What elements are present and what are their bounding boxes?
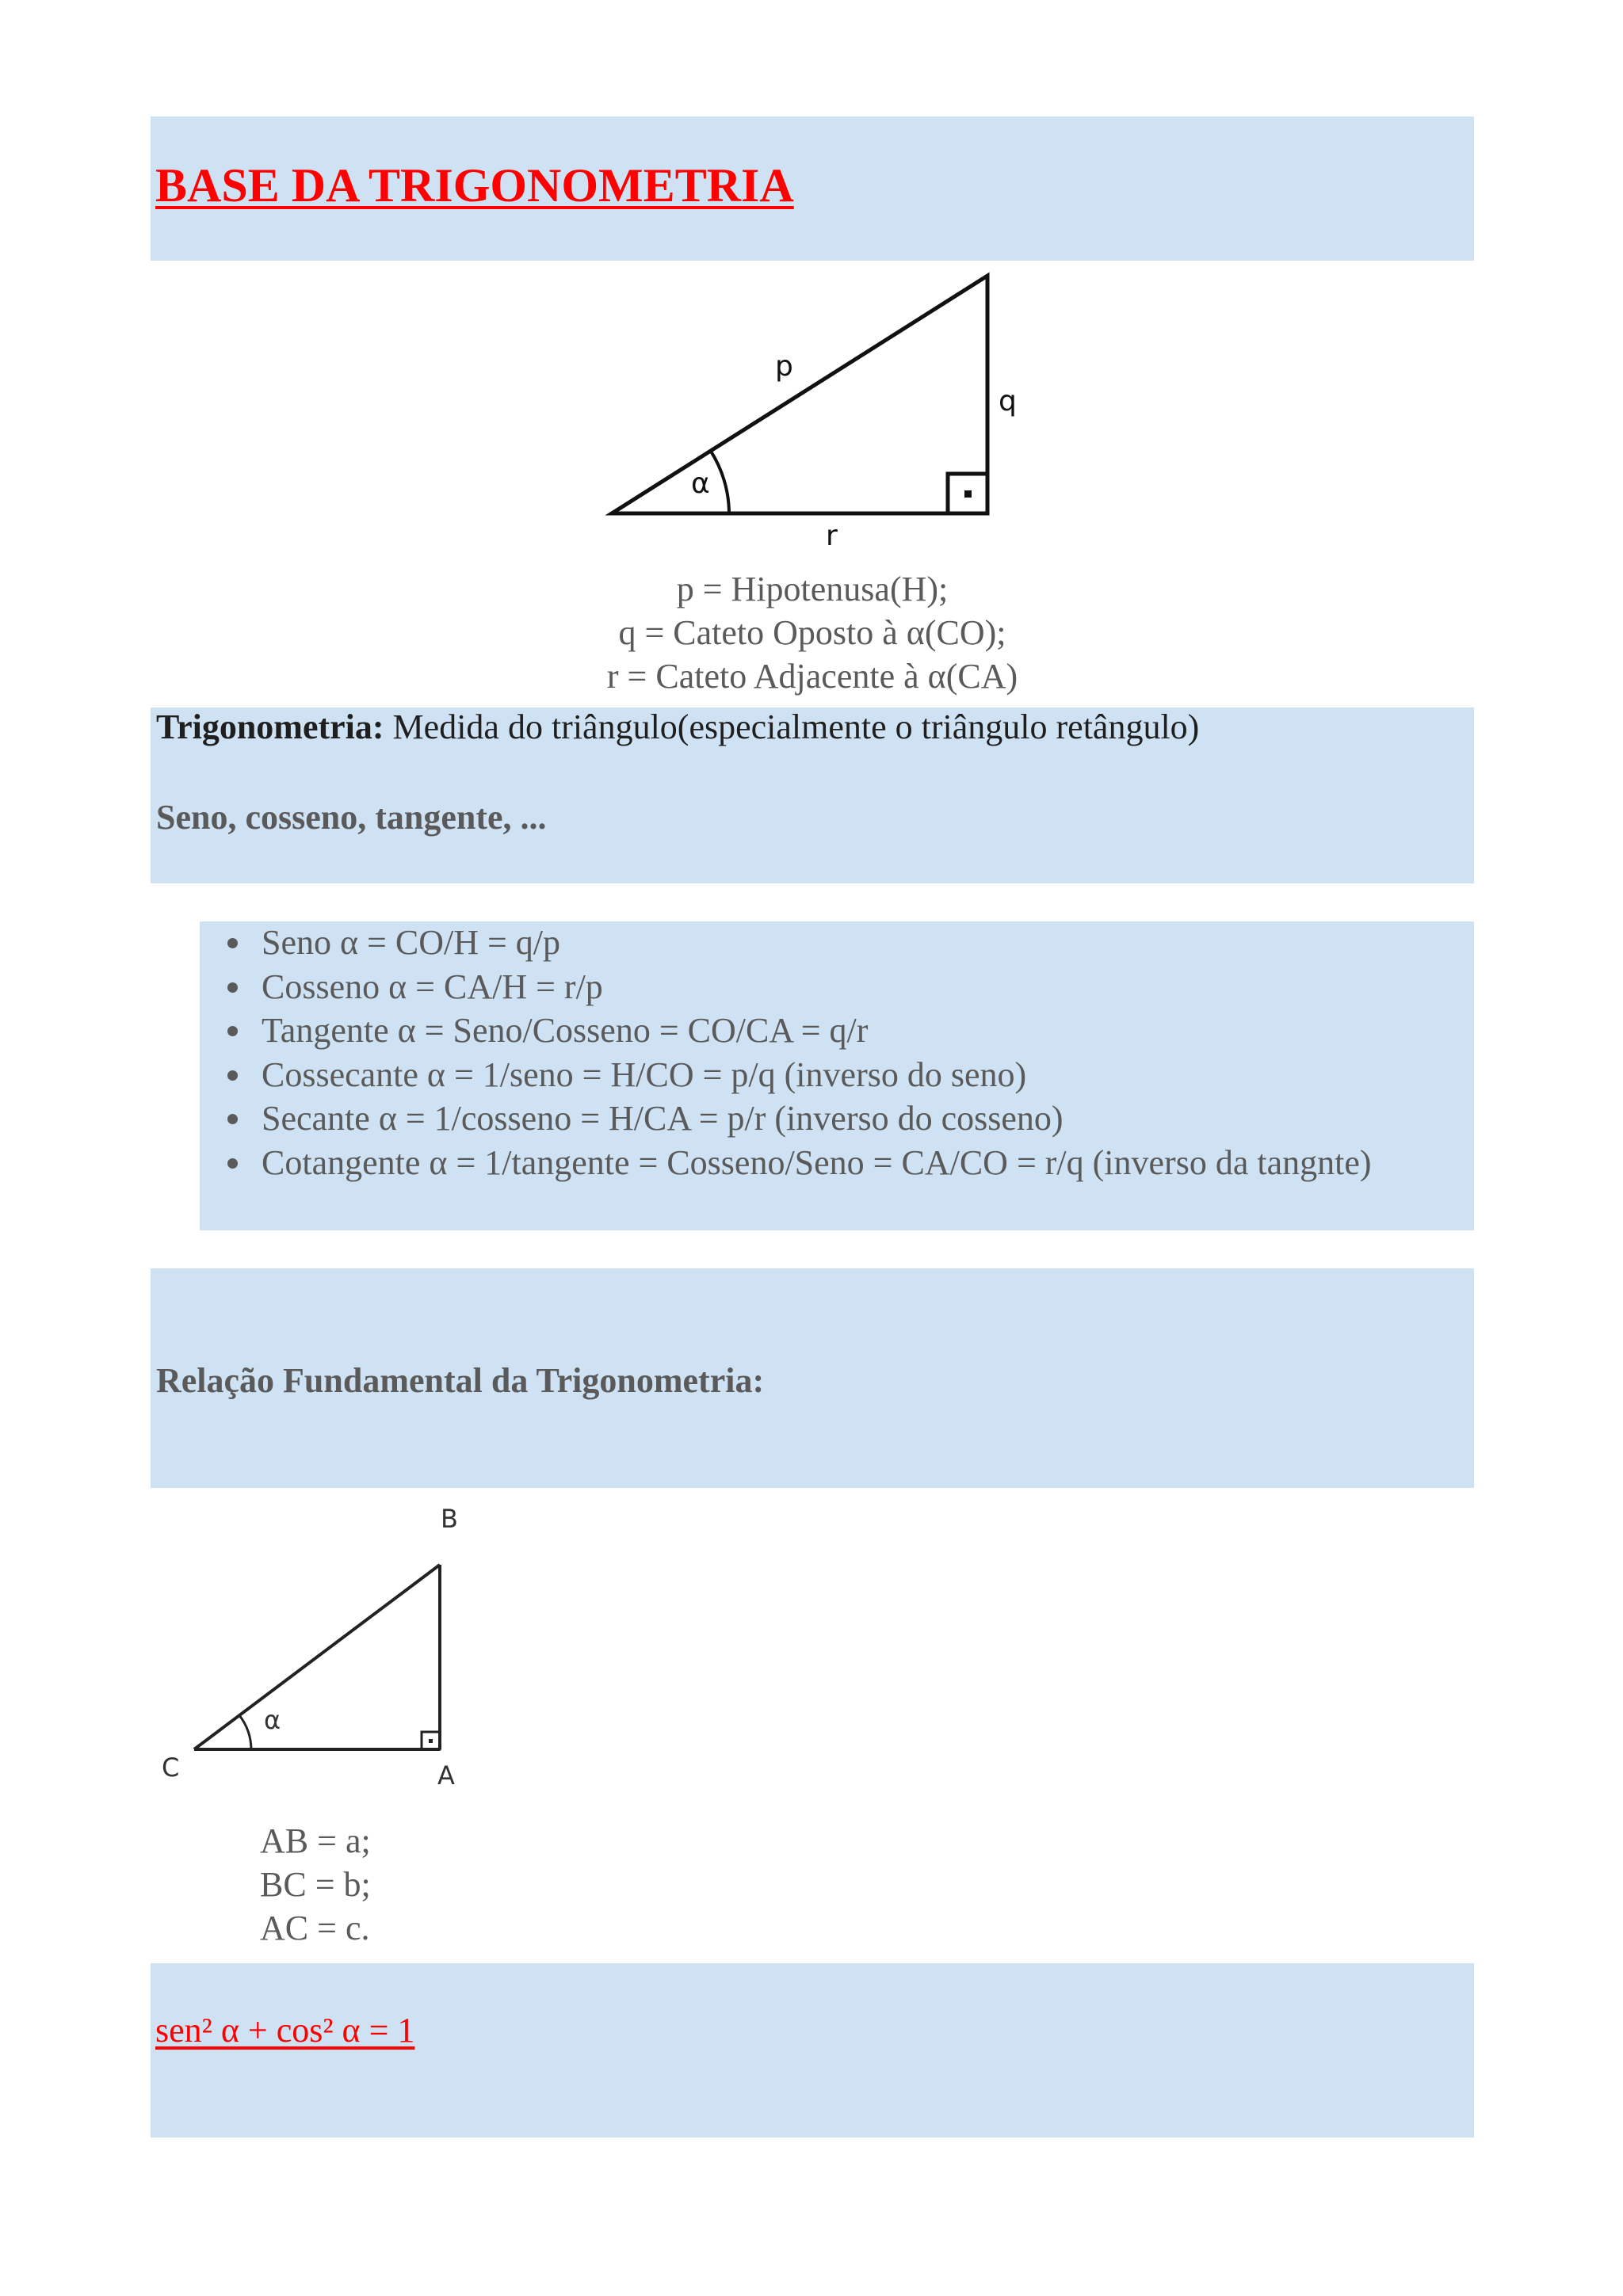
side-line: AC = c. xyxy=(260,1909,370,1947)
angle-arc xyxy=(710,450,729,513)
vertex-c-label: C xyxy=(162,1753,180,1783)
list-item: • Secante α = 1/cosseno = H/CA = p/r (inverso do cosseno) xyxy=(254,1097,1490,1141)
angle-arc xyxy=(239,1715,251,1749)
list-item: • Seno α = CO/H = q/p xyxy=(254,921,1490,965)
fundamental-formula: sen² α + cos² α = 1 xyxy=(155,2011,415,2050)
page-title: BASE DA TRIGONOMETRIA xyxy=(155,159,794,212)
vertex-b-label: B xyxy=(441,1504,458,1534)
list-item: • Cosseno α = CA/H = r/p xyxy=(254,965,1490,1009)
list-item: • Tangente α = Seno/Cosseno = CO/CA = q/r xyxy=(254,1009,1490,1053)
side-line: AB = a; xyxy=(260,1821,371,1860)
trig-intro-label: Trigonometria: xyxy=(156,707,384,746)
angle-alpha-label: α xyxy=(691,467,710,500)
right-angle-dot xyxy=(964,490,972,498)
vertex-a-label: A xyxy=(437,1760,455,1791)
definition-line: q = Cateto Oposto à α(CO); xyxy=(618,613,1006,652)
opposite-label: q xyxy=(999,385,1017,418)
formula-band xyxy=(151,1963,1474,2138)
list-item: • Cotangente α = 1/tangente = Cosseno/Seno = CA/CO = r/q (inverso da tangnte) xyxy=(254,1141,1490,1185)
trig-intro-text: Medida do triângulo(especialmente o triângulo retângulo) xyxy=(384,707,1200,746)
hypotenuse-bc xyxy=(194,1565,440,1749)
definition-line: p = Hipotenusa(H); xyxy=(676,570,949,608)
adjacent-label: r xyxy=(826,520,838,552)
relation-heading: Relação Fundamental da Trigonometria: xyxy=(156,1361,765,1400)
right-angle-dot xyxy=(429,1739,433,1743)
side-line: BC = b; xyxy=(260,1865,371,1904)
trig-intro xyxy=(156,707,1199,747)
side-names xyxy=(260,1819,371,1950)
list-item: • Cossecante α = 1/seno = H/CO = p/q (inverso do seno) xyxy=(254,1053,1490,1097)
functions-subheading: Seno, cosseno, tangente, ... xyxy=(156,798,547,837)
triangle-figure-pqr xyxy=(602,261,1030,555)
angle-alpha-label: α xyxy=(264,1705,281,1735)
triangle-figure-abc xyxy=(151,1489,483,1798)
definition-line: r = Cateto Adjacente à α(CA) xyxy=(606,657,1018,696)
hypotenuse-label: p xyxy=(775,350,793,383)
functions-list xyxy=(214,921,1490,1184)
side-definitions xyxy=(475,567,1149,698)
triangle-shape xyxy=(612,276,987,513)
